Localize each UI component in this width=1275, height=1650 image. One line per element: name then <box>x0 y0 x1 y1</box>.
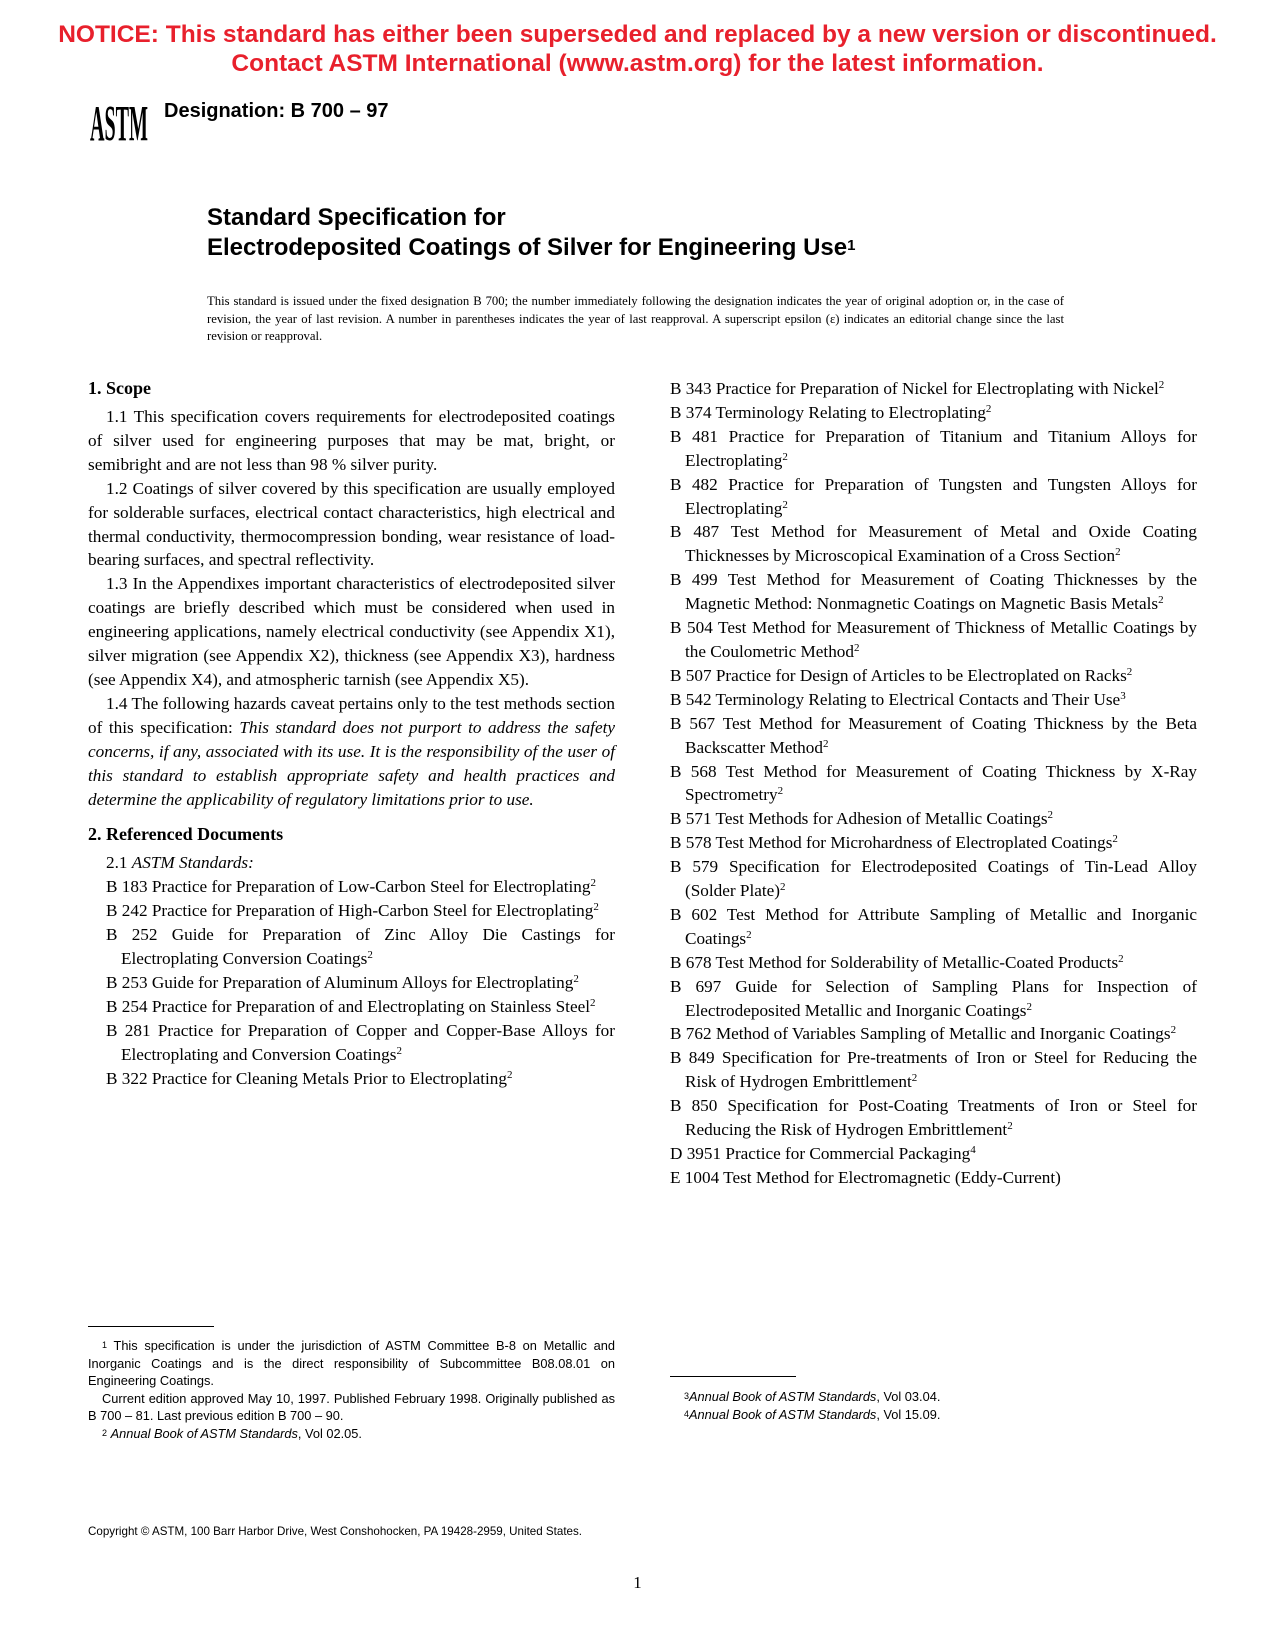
supersession-notice <box>0 20 1275 78</box>
reference-item: B 242 Practice for Preparation of High-Carbon Steel for Electroplating$^2$ <box>106 901 599 921</box>
astm-standards-label <box>88 851 615 875</box>
notice-line-1: NOTICE: This standard has either been superseded and replaced by a new version or discontinued. <box>58 21 1217 48</box>
astm-logo-icon <box>88 92 150 154</box>
reference-item: B 578 Test Method for Microhardness of Electroplated Coatings$^2$ <box>670 833 1118 853</box>
reference-item: B 504 Test Method for Measurement of Thickness of Metallic Coatings by the Coulometric Method$^2$ <box>670 618 1197 661</box>
title-line-1: Standard Specification for <box>207 204 506 231</box>
copyright-line: Copyright © ASTM, 100 Barr Harbor Drive, West Conshohocken, PA 19428-2959, United States. <box>88 1525 583 1538</box>
scope-paragraph-1-3: 1.3 In the Appendixes important characteristics of electrodeposited silver coatings are briefly described which must be considered when used in engineering applications, namely electrical conductivity (see Appendix X1), silver migration (see Appendix X2), thickness (see Appendix X3), hardness (see Appendix X4), and atmospheric tarnish (see Appendix X5). <box>88 574 615 689</box>
reference-item: B 542 Terminology Relating to Electrical Contacts and Their Use$^3$ <box>670 689 1126 709</box>
issuance-note: This standard is issued under the fixed designation B 700; the number immediately following the designation indicates the year of original adoption or, in the case of revision, the year of last revision. A number in parentheses indicates the year of last reapproval. A superscript epsilon (ε) indicates an editorial change since the last revision or reapproval. <box>207 294 1064 343</box>
reference-item: B 252 Guide for Preparation of Zinc Alloy Die Castings for Electroplating Conversion Coatings$^2$ <box>106 925 615 969</box>
right-column <box>670 377 1197 1190</box>
reference-item: B 602 Test Method for Attribute Sampling of Metallic and Inorganic Coatings$^2$ <box>670 904 1197 948</box>
title-line-2-text: Electrodeposited Coatings of Silver for Engineering Use <box>207 234 848 261</box>
reference-item: B 849 Specification for Pre-treatments of Iron or Steel for Reducing the Risk of Hydrogen Embrittlement$^2$ <box>670 1048 1197 1092</box>
title-footnote-mark: 1 <box>847 237 856 254</box>
scope-paragraph-1-2: 1.2 Coatings of silver covered by this specification are usually employed for solderable surfaces, electrical contact characteristics, high electrical and thermal conductivity, thermocompression bonding, wear resistance of load-bearing surfaces, and spectral reflectivity. <box>88 478 615 570</box>
reference-item: B 253 Guide for Preparation of Aluminum Alloys for Electroplating$^2$ <box>106 972 579 992</box>
reference-item: B 567 Test Method for Measurement of Coating Thickness by the Beta Backscatter Method$^2$ <box>670 713 1197 757</box>
reference-item: B 374 Terminology Relating to Electroplating$^2$ <box>670 402 992 422</box>
reference-item: E 1004 Test Method for Electromagnetic (Eddy-Current) <box>670 1167 1061 1187</box>
reference-item: D 3951 Practice for Commercial Packaging$^4$ <box>670 1144 976 1163</box>
footnote-2: $^2$ Annual Book of ASTM Standards, Vol 02.05. <box>102 1425 362 1441</box>
reference-item: B 281 Practice for Preparation of Copper and Copper-Base Alloys for Electroplating and Conversion Coatings$^2$ <box>106 1020 615 1064</box>
hazards-caveat-statement: This standard does not purport to address the safety concerns, if any, associated with its use. It is the responsibility of the user of this standard to establish appropriate safety and health practices and determine the applicability of regulatory limitations prior to use. <box>88 717 615 809</box>
reference-item: B 254 Practice for Preparation of and Electroplating on Stainless Steel$^2$ <box>106 996 596 1016</box>
reference-item: B 499 Test Method for Measurement of Coating Thicknesses by the Magnetic Method: Nonmagnetic Coatings on Magnetic Basis Metals$^2$ <box>670 570 1197 614</box>
svg-text:ASTM: ASTM <box>90 95 148 152</box>
reference-item: B 183 Practice for Preparation of Low-Carbon Steel for Electroplating$^2$ <box>106 877 596 897</box>
reference-item: B 568 Test Method for Measurement of Coating Thickness by X-Ray Spectrometry$^2$ <box>670 761 1197 805</box>
scope-paragraph-1-1: 1.1 This specification covers requirements for electrodeposited coatings of silver used for engineering purposes that may be mat, bright, or semibright and are not less than 98 % silver purity. <box>88 407 615 474</box>
footnote-1: $^1$ This specification is under the jurisdiction of ASTM Committee B-8 on Metallic and Inorganic Coatings and is the direct responsibility of Subcommittee B08.08.01 on Engineering Coatings. <box>88 1338 616 1388</box>
reference-item: B 487 Test Method for Measurement of Metal and Oxide Coating Thicknesses by Microscopical Examination of a Cross Section$^2$ <box>670 522 1197 566</box>
title-line-2 <box>207 233 1107 263</box>
designation: Designation: B 700 – 97 <box>164 100 389 122</box>
reference-item: B 579 Specification for Electrodeposited Coatings of Tin-Lead Alloy (Solder Plate)$^2$ <box>670 857 1197 901</box>
footnotes-left <box>88 1337 615 1442</box>
scope-paragraph-1-4 <box>88 692 615 812</box>
reference-item: B 697 Guide for Selection of Sampling Plans for Inspection of Electrodeposited Metallic and Inorganic Coatings$^2$ <box>670 976 1197 1020</box>
footnotes-right <box>670 1388 1197 1423</box>
astm-standards-label-text: ASTM Standards: <box>131 853 254 873</box>
reference-item: B 343 Practice for Preparation of Nickel for Electroplating with Nickel$^2$ <box>670 379 1165 398</box>
footnote-1-continued: Current edition approved May 10, 1997. Published February 1998. Originally published as B 700 – 81. Last previous edition B 700 – 90. <box>88 1390 615 1423</box>
reference-item: B 322 Practice for Cleaning Metals Prior to Electroplating$^2$ <box>106 1068 513 1088</box>
reference-item: B 762 Method of Variables Sampling of Metallic and Inorganic Coatings$^2$ <box>670 1024 1177 1044</box>
reference-item: B 850 Specification for Post-Coating Treatments of Iron or Steel for Reducing the Risk of Hydrogen Embrittlement$^2$ <box>670 1096 1197 1140</box>
reference-item: B 482 Practice for Preparation of Tungsten and Tungsten Alloys for Electroplating$^2$ <box>670 474 1197 518</box>
reference-item: B 678 Test Method for Solderability of Metallic-Coated Products$^2$ <box>670 952 1124 972</box>
page-number: 1 <box>633 1573 642 1592</box>
left-reference-list <box>88 875 615 1090</box>
document-title <box>207 203 1107 263</box>
astm-standards-number: 2.1 <box>106 853 132 873</box>
left-column <box>88 377 615 1090</box>
reference-item: B 571 Test Methods for Adhesion of Metallic Coatings$^2$ <box>670 809 1054 829</box>
reference-item: B 481 Practice for Preparation of Titanium and Titanium Alloys for Electroplating$^2$ <box>670 426 1197 470</box>
scope-heading: 1. Scope <box>88 378 151 398</box>
footnote-4: $^4$Annual Book of ASTM Standards, Vol 15.09. <box>684 1406 941 1422</box>
footnote-rule-left <box>88 1326 214 1327</box>
footnote-3: $^3$Annual Book of ASTM Standards, Vol 03.04. <box>684 1389 941 1404</box>
right-reference-list <box>670 377 1197 1190</box>
notice-line-2: Contact ASTM International (www.astm.org) for the latest information. <box>231 50 1044 77</box>
referenced-documents-heading: 2. Referenced Documents <box>88 824 284 845</box>
hazards-caveat-intro: 1.4 The following hazards caveat pertains only to the test methods section of this specification: <box>88 693 615 737</box>
reference-item: B 507 Practice for Design of Articles to be Electroplated on Racks$^2$ <box>670 665 1133 685</box>
footnote-rule-right <box>670 1376 796 1377</box>
